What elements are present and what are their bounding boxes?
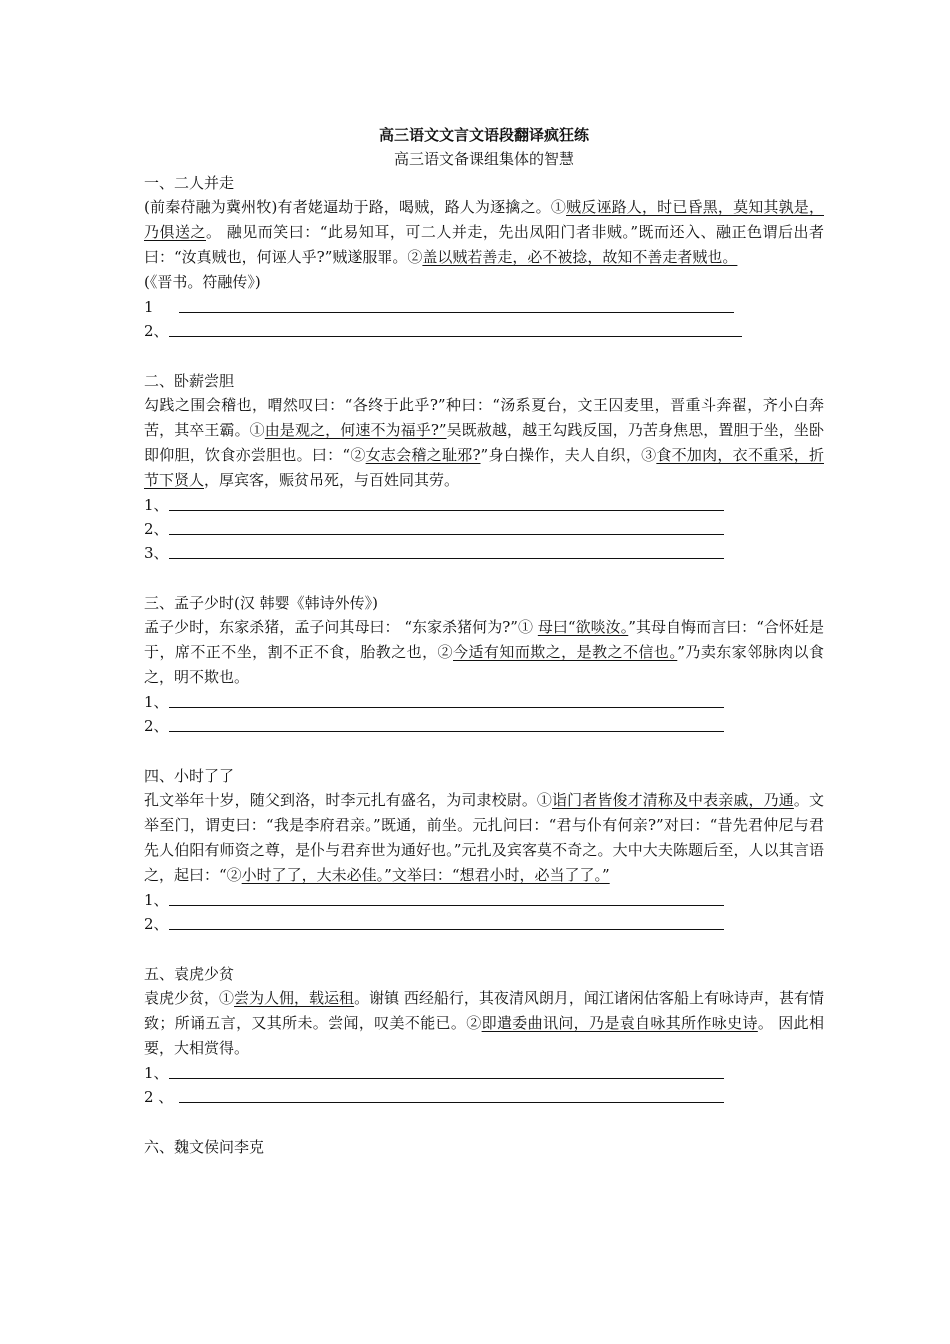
answer-line[interactable]: [144, 1085, 824, 1109]
section-heading: 四、小时了了: [144, 767, 235, 785]
answer-number: 2、: [144, 322, 169, 340]
answer-number: 2、: [144, 915, 169, 933]
underlined-sentence: 贼反诬路人，时已昏黑，莫知其孰是，乃俱送之: [144, 198, 824, 241]
blank-line[interactable]: [169, 905, 724, 906]
passage-text: 。文举至门，谓吏曰：“我是李府君亲。”既通，前坐。元扎问曰：“君与仆有何亲?”对曰：“昔先君仲尼与君先人伯阳有师资之尊，是仆与君弃世为通好也。”元扎及宾客莫不奇之。大中大夫陈题后至，人以其言语之，起曰：“②: [144, 791, 824, 884]
answer-number: 1、: [144, 1064, 169, 1082]
answer-number: 2 、: [144, 1088, 174, 1106]
section-heading: 六、魏文侯问李克: [144, 1138, 265, 1156]
section-4: [144, 764, 824, 936]
underlined-sentence: 母曰“欲啖汝。: [537, 618, 629, 636]
blank-line[interactable]: [169, 707, 724, 708]
section-6: [144, 1135, 824, 1159]
answer-number: 1: [144, 298, 164, 316]
blank-line[interactable]: [169, 929, 724, 930]
section-3: [144, 591, 824, 738]
document-page: [144, 123, 824, 1159]
section-5: [144, 962, 824, 1109]
underlined-sentence: 尝为人佣，载运租: [234, 989, 355, 1007]
source-citation: (《晋书。符融传》): [144, 273, 261, 291]
blank-line[interactable]: [169, 558, 724, 559]
answer-line[interactable]: [144, 714, 824, 738]
answer-line[interactable]: [144, 319, 824, 343]
answer-line[interactable]: [144, 295, 824, 319]
answer-line[interactable]: [144, 690, 824, 714]
answer-line[interactable]: [144, 541, 824, 565]
passage-text: 孟子少时，东家杀猪，孟子问其母曰： “东家杀猪何为?”①: [144, 618, 538, 636]
underlined-sentence: 由是观之，何速不为福乎?”: [264, 421, 447, 439]
answer-line[interactable]: [144, 493, 824, 517]
underlined-sentence: 小时了了，大未必佳。”文举曰：“想君小时，必当了了。”: [241, 866, 610, 884]
passage-text: ，厚宾客，赈贫吊死，与百姓同其劳。: [204, 471, 460, 489]
passage: [144, 788, 824, 888]
underlined-sentence: 诣门者皆俊才清称及中表亲戚，乃通: [552, 791, 794, 809]
section-1: [144, 171, 824, 343]
blank-line[interactable]: [169, 510, 724, 511]
section-heading: 二、卧薪尝胆: [144, 372, 235, 390]
passage-text: 孔文举年十岁，随父到洛，时李元扎有盛名，为司隶校尉。①: [144, 791, 553, 809]
document-title: 高三语文文言文语段翻译疯狂练: [378, 126, 589, 144]
passage-text: 袁虎少贫，①: [144, 989, 235, 1007]
blank-line[interactable]: [169, 1078, 724, 1079]
underlined-sentence: 即遣委曲讯问，乃是袁自咏其所作咏史诗: [481, 1014, 758, 1032]
answer-line[interactable]: [144, 517, 824, 541]
passage-text: 吴既赦越，越王勾践反国，乃苦身焦思，置胆于坐，坐卧即仰胆，饮食亦尝胆也。曰：“②: [144, 421, 824, 464]
passage-text: 勾践之围会稽也，喟然叹曰：“各终于此乎?”种曰：“汤系夏台，文王囚麦里，晋重斗奔翟，齐小白奔苦，其卒王霸。①: [144, 396, 824, 439]
passage-text: 。 因此相要，大相赏得。: [144, 1014, 824, 1057]
answer-number: 2、: [144, 717, 169, 735]
blank-line[interactable]: [179, 312, 734, 313]
answer-number: 1、: [144, 693, 169, 711]
passage: [144, 195, 824, 270]
passage-text: (前秦苻融为冀州牧)有者姥逼劫于路，喝贼，路人为逐擒之。①: [144, 198, 567, 216]
passage: [144, 986, 824, 1061]
underlined-sentence: 盖以贼若善走，必不被捻，故知不善走者贼也。: [422, 248, 738, 266]
underlined-sentence: 女志会稽之耻邪?: [365, 446, 481, 464]
passage-text: ”乃卖东家邻脉肉以食之，明不欺也。: [144, 643, 825, 686]
passage-text: ”其母自悔而言曰：“合怀妊是于，席不正不坐，割不正不食，胎教之也，②: [144, 618, 825, 661]
answer-number: 3、: [144, 544, 169, 562]
underlined-sentence: 今适有知而欺之，是教之不信也。: [453, 643, 678, 661]
passage: [144, 615, 824, 690]
passage-text: ”身白操作，夫人自织，③: [480, 446, 657, 464]
passage-text: 。 融见而笑曰：“此易知耳，可二人并走，先出凤阳门者非贼。”既而还入、融正色谓后出者曰：“汝真贼也，何诬人乎?”贼遂服罪。②: [144, 223, 824, 266]
section-heading: 三、孟子少时(汉 韩婴《韩诗外传》): [144, 594, 378, 612]
section-2: [144, 369, 824, 565]
answer-number: 1、: [144, 496, 169, 514]
passage: [144, 393, 824, 493]
answer-number: 1、: [144, 891, 169, 909]
answer-line[interactable]: [144, 888, 824, 912]
answer-number: 2、: [144, 520, 169, 538]
answer-line[interactable]: [144, 1061, 824, 1085]
section-heading: 一、二人并走: [144, 174, 235, 192]
blank-line[interactable]: [179, 1102, 724, 1103]
blank-line[interactable]: [169, 336, 742, 337]
blank-line[interactable]: [169, 731, 724, 732]
passage-text: 。谢镇 西经船行，其夜清风朗月，闻江诸闲估客船上有咏诗声，甚有情致；所诵五言，又其所未。尝闻，叹美不能已。②: [144, 989, 824, 1032]
blank-line[interactable]: [169, 534, 724, 535]
underlined-sentence: 食不加肉，衣不重采，折节下贤人: [144, 446, 824, 489]
section-heading: 五、袁虎少贫: [144, 965, 235, 983]
answer-line[interactable]: [144, 912, 824, 936]
document-subtitle: 高三语文备课组集体的智慧: [393, 150, 574, 168]
